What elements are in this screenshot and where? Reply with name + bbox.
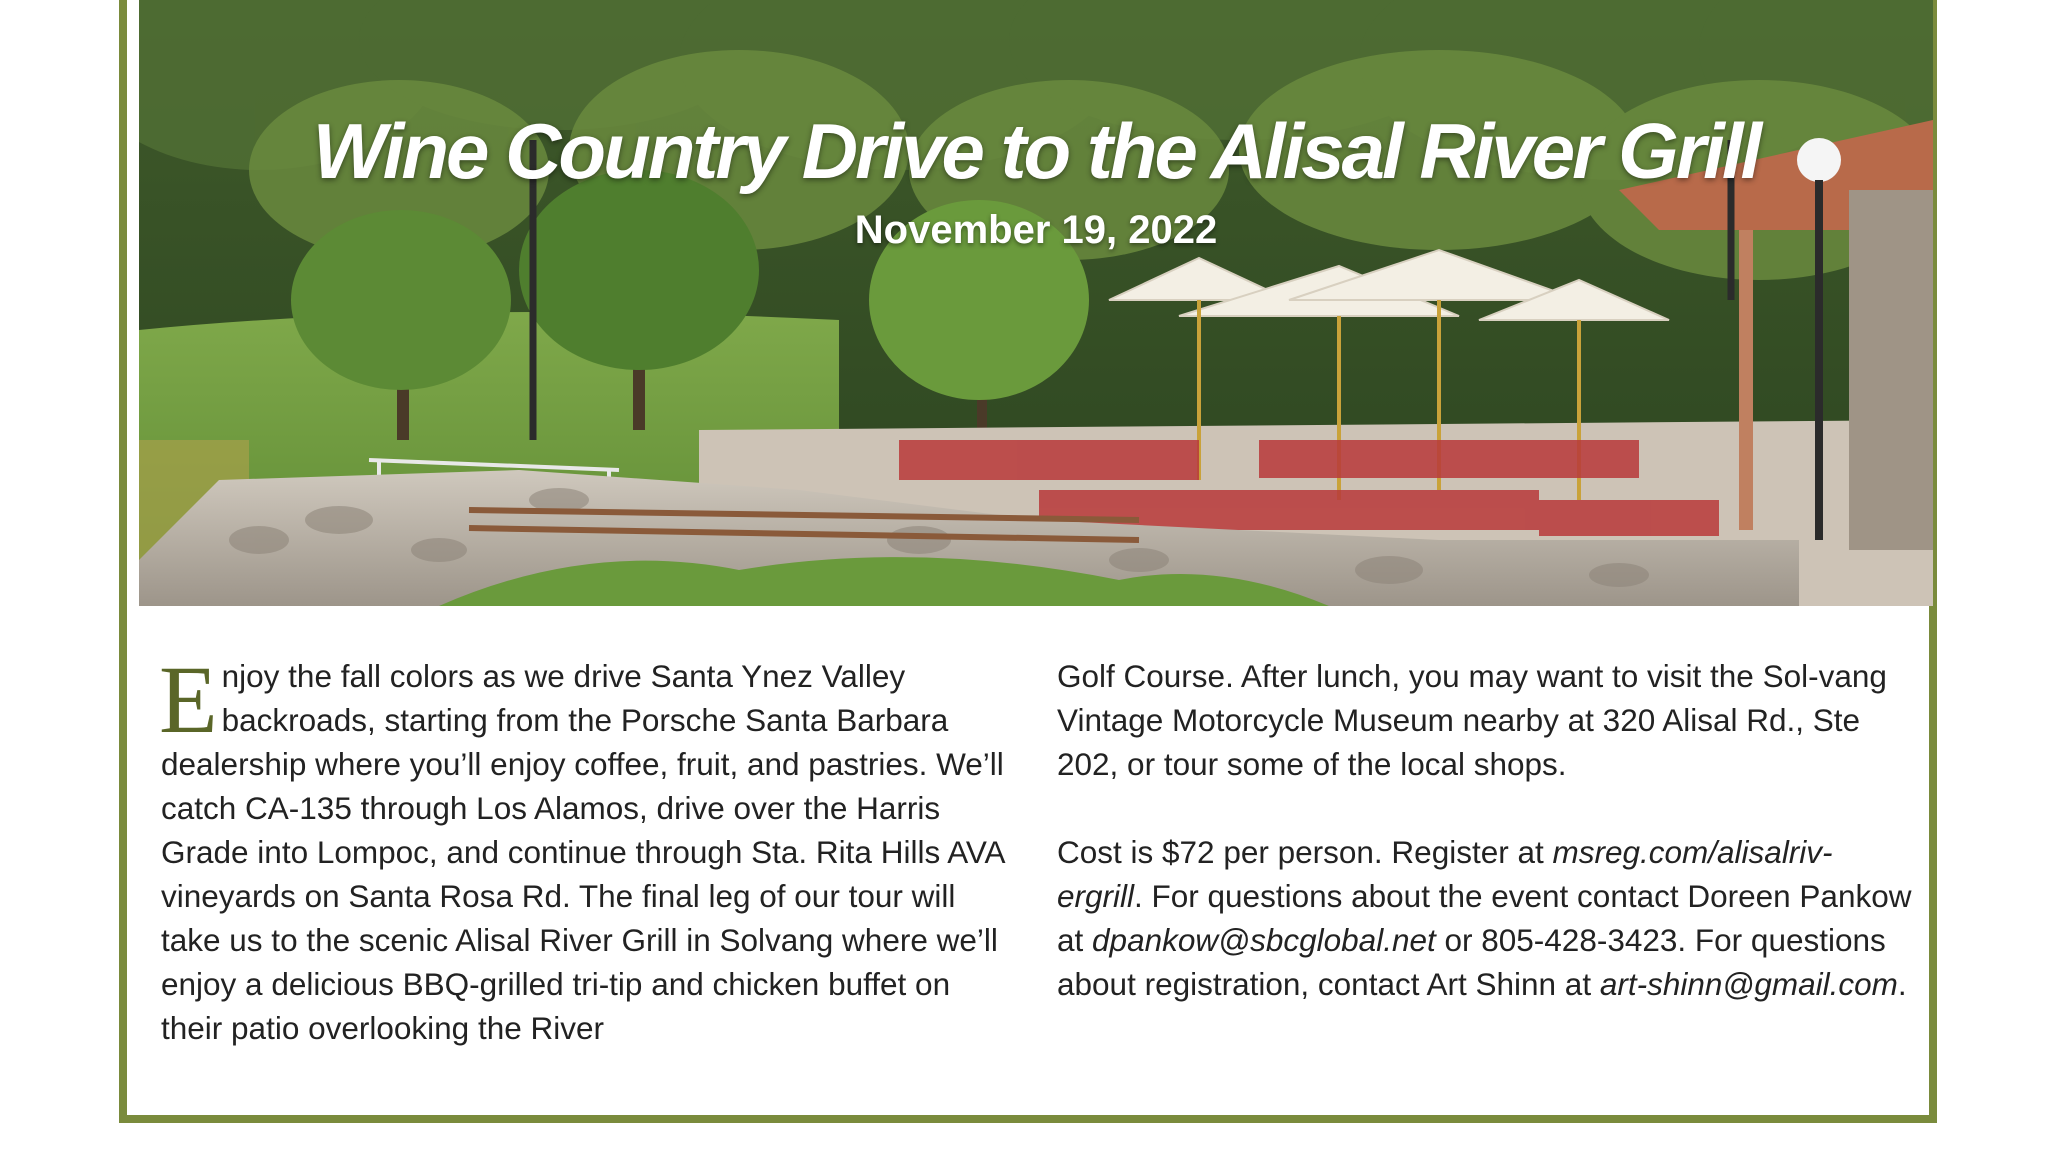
cost-text-4: . bbox=[1897, 966, 1907, 1002]
cost-text-3: or 805-428-3423. For questions about registration, contact Art Shinn at bbox=[1057, 922, 1886, 1002]
patio-illustration bbox=[139, 0, 1933, 606]
cost-and-contact bbox=[1057, 830, 1917, 1006]
event-flyer bbox=[119, 0, 1937, 1123]
venue-photo bbox=[139, 0, 1933, 606]
cost-text-1: Cost is $72 per person. Register at bbox=[1057, 834, 1553, 870]
description-text-right: Golf Course. After lunch, you may want to visit the Sol-vang Vintage Motorcycle Museum nearby at 320 Alisal Rd., Ste 202, or tour some of the local shops. bbox=[1057, 658, 1887, 782]
event-title: Wine Country Drive to the Alisal River Grill bbox=[312, 107, 1760, 195]
contact-email-link[interactable]: dpankow@sbcglobal.net bbox=[1092, 922, 1436, 958]
register-link[interactable]: msreg.com/alisalriv-ergrill bbox=[1057, 834, 1833, 914]
registration-email-link[interactable]: art-shinn@gmail.com bbox=[1599, 966, 1898, 1002]
drop-cap: E bbox=[159, 646, 218, 753]
event-date: November 19, 2022 bbox=[854, 208, 1218, 252]
cost-text-2: . For questions about the event contact Doreen Pankow at bbox=[1057, 878, 1912, 958]
description-right-column bbox=[1057, 654, 1917, 1006]
description-text-left: njoy the fall colors as we drive Santa Ynez Valley backroads, starting from the Porsche Santa Barbara dealership where you’ll enjoy coffee, fruit, and pastries. We’ll catch CA-135 through Los Alamos, drive over the Harris Grade into Lompoc, and continue through Sta. Rita Hills AVA vineyards on Santa Rosa Rd. The final leg of our tour will take us to the scenic Alisal River Grill in Solvang where we’ll enjoy a delicious BBQ-grilled tri-tip and chicken buffet on their patio overlooking the River bbox=[161, 658, 1004, 1046]
description-left-column bbox=[159, 646, 1011, 1050]
